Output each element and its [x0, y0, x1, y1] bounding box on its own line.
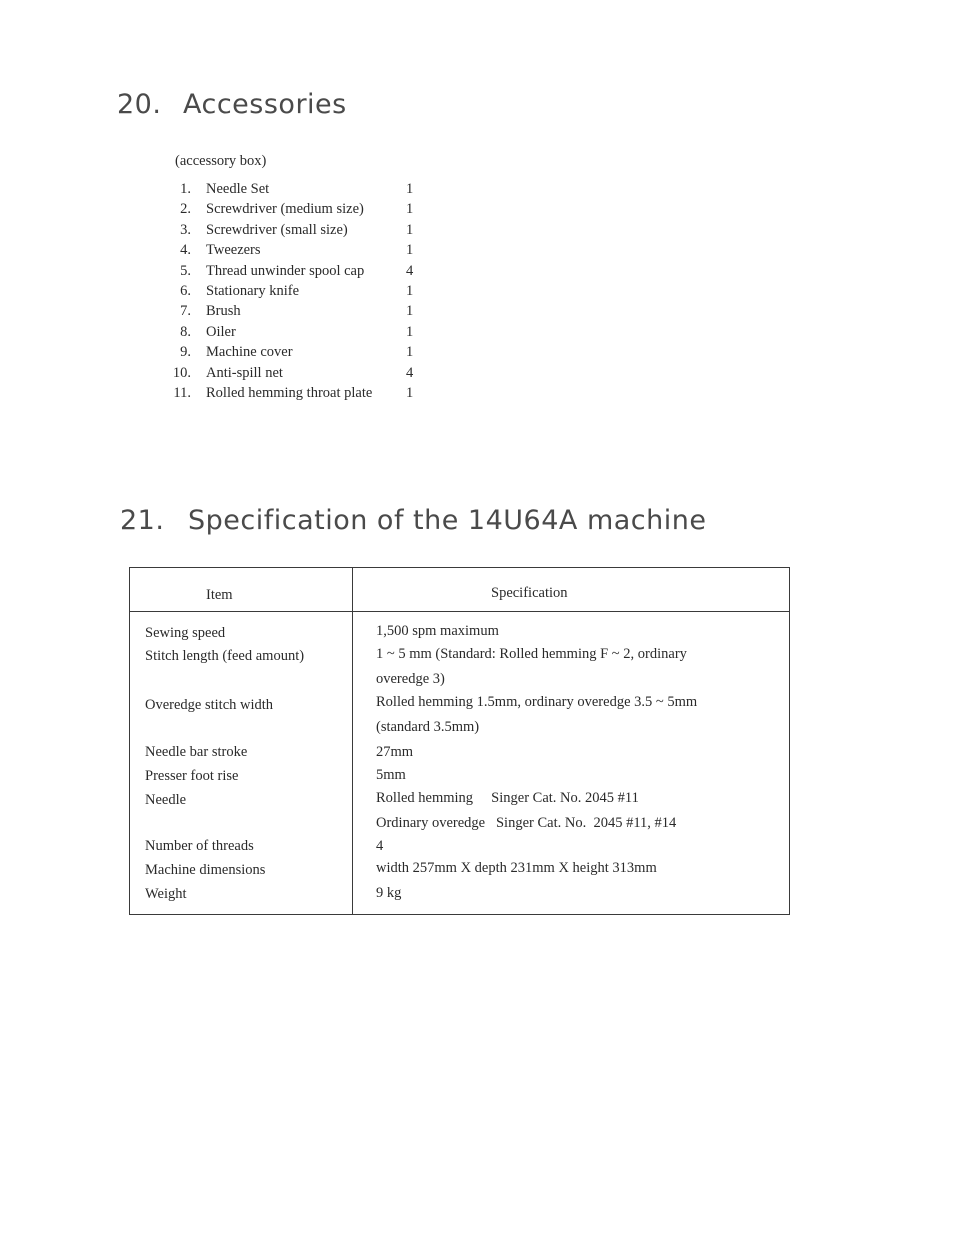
row-spec-line: 1,500 spm maximum [376, 623, 499, 639]
item-number: 10. [172, 364, 191, 381]
item-quantity: 1 [406, 323, 414, 340]
row-spec-line: 27mm [376, 744, 414, 760]
item-quantity: 1 [406, 221, 414, 238]
item-quantity: 1 [406, 242, 414, 259]
row-spec-line: 4 [376, 838, 384, 854]
item-number: 11. [173, 384, 191, 401]
list-item [166, 342, 426, 362]
section-number: 21. [120, 505, 165, 536]
accessory-list [166, 179, 426, 403]
section-20-heading [117, 89, 347, 120]
row-item: Needle [145, 792, 187, 808]
item-number: 9. [180, 344, 191, 361]
item-number: 1. [180, 181, 191, 197]
row-spec-line: Rolled hemming Singer Cat. No. 2045 #11 [376, 790, 639, 806]
row-item: Number of threads [145, 838, 254, 854]
section-title: Specification of the 14U64A machine [188, 505, 707, 536]
row-spec-line: (standard 3.5mm) [376, 719, 480, 735]
list-item [166, 322, 426, 342]
item-name: Needle Set [206, 181, 270, 197]
row-item: Overedge stitch width [145, 697, 274, 713]
row-spec-line: 5mm [376, 767, 406, 783]
row-item: Stitch length (feed amount) [145, 648, 305, 664]
specification-table [129, 567, 790, 915]
item-name: Machine cover [206, 344, 293, 361]
list-item [166, 301, 426, 321]
row-spec-line: 1 ~ 5 mm (Standard: Rolled hemming F ~ 2, ordinary [376, 646, 687, 662]
list-item [166, 383, 426, 403]
item-name: Stationary knife [206, 282, 300, 299]
accessory-box-caption: (accessory box) [175, 153, 267, 169]
list-item [166, 363, 426, 383]
item-name: Screwdriver (medium size) [206, 201, 364, 218]
section-number: 20. [117, 89, 162, 120]
row-spec-line: Ordinary overedge Singer Cat. No. 2045 #11, #14 [376, 815, 677, 831]
row-item: Sewing speed [145, 625, 226, 641]
item-number: 4. [180, 242, 191, 259]
item-number: 7. [180, 303, 191, 320]
row-spec-line: 9 kg [376, 885, 402, 901]
header-specification: Specification [491, 585, 568, 601]
column-divider [352, 568, 353, 914]
item-name: Thread unwinder spool cap [206, 262, 365, 279]
list-item [166, 240, 426, 260]
row-item: Machine dimensions [145, 862, 266, 878]
item-quantity: 1 [406, 181, 414, 197]
list-item [166, 179, 426, 199]
item-quantity: 1 [406, 384, 414, 401]
section-21-heading [120, 505, 707, 536]
item-quantity: 1 [406, 201, 414, 218]
item-quantity: 4 [406, 262, 414, 279]
item-quantity: 4 [406, 364, 414, 381]
row-item: Needle bar stroke [145, 744, 248, 760]
item-name: Rolled hemming throat plate [206, 384, 373, 401]
item-name: Screwdriver (small size) [206, 221, 348, 238]
header-divider [130, 611, 789, 612]
item-name: Oiler [206, 323, 236, 340]
item-quantity: 1 [406, 282, 414, 299]
row-item: Weight [145, 886, 187, 902]
list-item [166, 281, 426, 301]
list-item [166, 199, 426, 219]
item-number: 2. [180, 201, 191, 218]
row-spec-line: overedge 3) [376, 671, 445, 687]
item-name: Brush [206, 303, 241, 320]
header-item: Item [206, 587, 233, 603]
item-name: Anti-spill net [206, 364, 283, 381]
item-number: 3. [180, 221, 191, 238]
row-spec-line: width 257mm X depth 231mm X height 313mm [376, 860, 657, 876]
row-item: Presser foot rise [145, 768, 239, 784]
item-number: 6. [180, 282, 191, 299]
item-name: Tweezers [206, 242, 261, 259]
item-number: 8. [180, 323, 191, 340]
list-item [166, 220, 426, 240]
item-number: 5. [180, 262, 191, 279]
list-item [166, 261, 426, 281]
section-title: Accessories [183, 89, 347, 120]
item-quantity: 1 [406, 344, 414, 361]
row-spec-line: Rolled hemming 1.5mm, ordinary overedge 3.5 ~ 5mm [376, 694, 698, 710]
item-quantity: 1 [406, 303, 414, 320]
